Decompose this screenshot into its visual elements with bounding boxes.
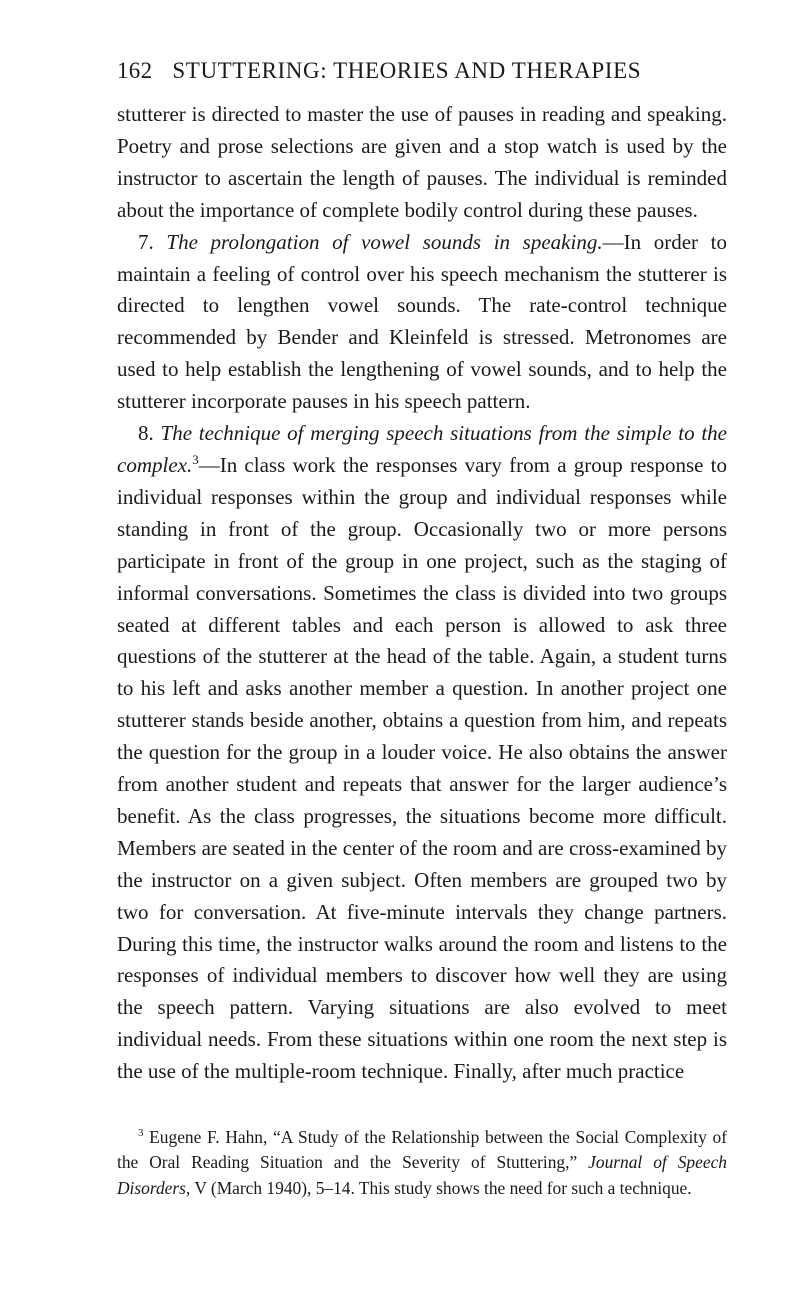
section-heading: The prolongation of vowel sounds in speaking.: [166, 229, 603, 254]
body-text: [117, 99, 727, 1088]
footnote-reference: 3: [192, 451, 199, 467]
item-number: 8.: [138, 421, 161, 446]
footnote-citation-end: V (March 1940), 5–14. This study shows the need for such a technique.: [190, 1177, 692, 1198]
paragraph-vowel-prolongation: [117, 227, 727, 418]
paragraph-merging-situations: [117, 418, 727, 1088]
paragraph-text: —In order to maintain a feeling of control over his speech mechanism the stutterer is directed to lengthen vowel sounds. The rate-control technique recommended by Bender and Kleinfeld is stressed. Metronomes are used to help establish the lengthening of vowel sounds, and to help the stutterer incorporate pauses in his speech pattern.: [117, 229, 728, 414]
running-head: [117, 58, 727, 84]
page-number: 162: [117, 58, 153, 83]
footnote: [117, 1125, 727, 1201]
footnote-marker: 3: [138, 1127, 144, 1140]
paragraph-pauses: stutterer is directed to master the use of pauses in reading and speaking. Poetry and prose selections are given and a stop watch is used by the instructor to ascertain the length of pauses. The individual is reminded about the importance of complete bodily control during these pauses.: [117, 102, 727, 222]
journal-title: Journal of Speech Disorders,: [117, 1152, 727, 1198]
section-heading: The technique of merging speech situations from the simple to the complex.: [117, 421, 727, 477]
item-number: 7.: [138, 229, 167, 254]
paragraph-text: —In class work the responses vary from a group response to individual responses within the group and individual responses while standing in front of the group. Occasionally two or more persons participate in front of the group in one project, such as the staging of informal conversations. Sometimes the class is divided into two groups seated at different tables and each person is allowed to ask three questions of the stutterer at the head of the table. Again, a student turns to his left and asks another member a question. In another project one stutterer stands beside another, obtains a question from him, and repeats the question for the group in a louder voice. He also obtains the answer from another student and repeats that answer for the larger audience’s benefit. As the class progresses, the situations become more difficult. Members are seated in the center of the room and are cross-examined by the instructor on a given subject. Often members are grouped two by two for conversation. At five-minute intervals they change partners. During this time, the instructor walks around the room and listens to the responses of individual members to discover how well they are using the speech pattern. Varying situations are also evolved to meet individual needs. From these situations within one room the next step is the use of the multiple-room technique. Finally, after much practice: [117, 452, 727, 1084]
running-title: STUTTERING: THEORIES AND THERAPIES: [172, 58, 642, 83]
footnote-citation: Eugene F. Hahn, “A Study of the Relationship between the Social Complexity of the Oral Reading Situation and the Severity of Stuttering,”: [117, 1127, 727, 1173]
footnote-paragraph: [117, 1125, 727, 1201]
